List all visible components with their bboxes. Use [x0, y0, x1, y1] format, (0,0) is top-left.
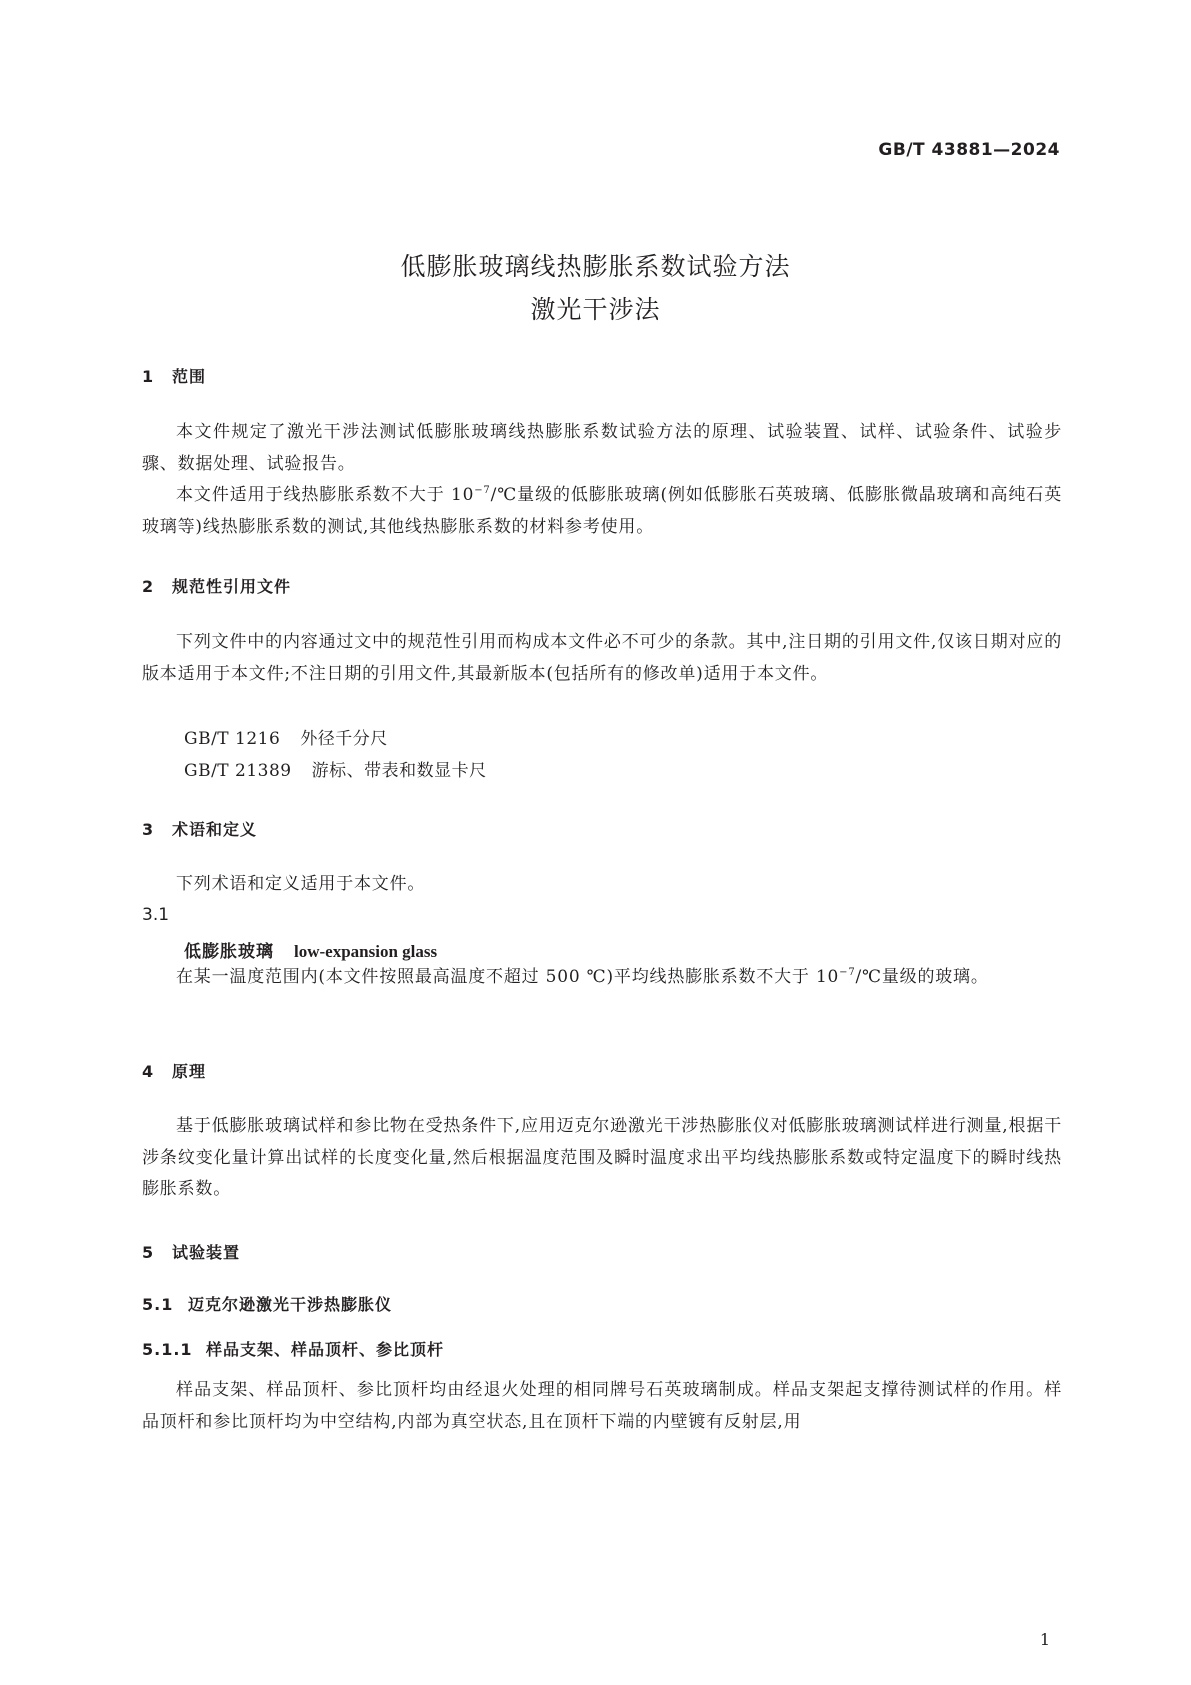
- section-3-heading: [142, 817, 257, 840]
- section-title: 术语和定义: [172, 820, 258, 839]
- text-run: 本文件适用于线热膨胀系数不大于 10: [176, 485, 475, 505]
- term-number: 3.1: [142, 905, 170, 925]
- section-title: 范围: [172, 367, 207, 386]
- section-title: 规范性引用文件: [172, 577, 292, 596]
- section-4-heading: [142, 1059, 206, 1082]
- reference-item: [184, 724, 388, 749]
- term-entry: [184, 937, 437, 962]
- reference-code: GB/T 1216: [184, 729, 281, 749]
- terms-intro: 下列术语和定义适用于本文件。: [176, 874, 426, 894]
- reference-title: 外径千分尺: [300, 729, 388, 749]
- exponent: −7: [839, 967, 856, 978]
- section-number: 2: [142, 577, 155, 596]
- term-chinese: 低膨胀玻璃: [184, 942, 274, 962]
- section-title: 试验装置: [172, 1243, 241, 1262]
- scope-paragraph-1: 本文件规定了激光干涉法测试低膨胀玻璃线热膨胀系数试验方法的原理、试验装置、试样、试验条件、试验步骤、数据处理、试验报告。: [142, 422, 1062, 474]
- section-number: 3: [142, 820, 155, 839]
- principle-paragraph: 基于低膨胀玻璃试样和参比物在受热条件下,应用迈克尔逊激光干涉热膨胀仪对低膨胀玻璃测试样进行测量,根据干涉条纹变化量计算出试样的长度变化量,然后根据温度范围及瞬时温度求出平均线热膨胀系数或特定温度下的瞬时线热膨胀系数。: [142, 1116, 1062, 1199]
- reference-title: 游标、带表和数显卡尺: [311, 761, 487, 781]
- section-title: 迈克尔逊激光干涉热膨胀仪: [188, 1295, 393, 1314]
- text-run: 在某一温度范围内(本文件按照最高温度不超过 500 ℃)平均线热膨胀系数不大于 10: [176, 967, 840, 987]
- references-paragraph: 下列文件中的内容通过文中的规范性引用而构成本文件必不可少的条款。其中,注日期的引用文件,仅该日期对应的版本适用于本文件;不注日期的引用文件,其最新版本(包括所有的修改单)适用于本文件。: [142, 632, 1062, 684]
- section-title: 样品支架、样品顶杆、参比顶杆: [206, 1340, 445, 1359]
- apparatus-paragraph: 样品支架、样品顶杆、参比顶杆均由经退火处理的相同牌号石英玻璃制成。样品支架起支撑待测试样的作用。样品顶杆和参比顶杆均为中空结构,内部为真空状态,且在顶杆下端的内壁镀有反射层,用: [142, 1380, 1062, 1432]
- text-run: /℃量级的玻璃。: [855, 967, 989, 987]
- section-number: 4: [142, 1062, 155, 1081]
- reference-item: [184, 756, 487, 781]
- standard-code: GB/T 43881—2024: [878, 140, 1060, 160]
- section-number: 5.1.1: [142, 1340, 193, 1359]
- section-number: 5.1: [142, 1295, 174, 1314]
- section-5-heading: [142, 1240, 240, 1263]
- section-number: 1: [142, 367, 155, 386]
- section-number: 5: [142, 1243, 155, 1262]
- document-subtitle: 激光干涉法: [530, 295, 661, 324]
- document-title: 低膨胀玻璃线热膨胀系数试验方法: [400, 252, 791, 281]
- term-english: low-expansion glass: [294, 942, 438, 961]
- subsection-5-1-heading: [142, 1292, 392, 1315]
- scope-paragraph-2: [142, 480, 1062, 543]
- section-2-heading: [142, 574, 291, 597]
- term-definition: [142, 962, 1062, 994]
- page-number: 1: [1039, 1630, 1050, 1649]
- reference-code: GB/T 21389: [184, 761, 292, 781]
- text-run: /℃量级的低膨胀玻璃(例如低膨胀石英玻璃、低膨胀微晶玻璃和高纯石英玻璃等)线热膨胀系数的测试,其他线热膨胀系数的材料参考使用。: [142, 485, 1062, 537]
- section-title: 原理: [172, 1062, 207, 1081]
- subsection-5-1-1-heading: [142, 1337, 444, 1360]
- exponent: −7: [474, 485, 491, 496]
- section-1-heading: [142, 364, 206, 387]
